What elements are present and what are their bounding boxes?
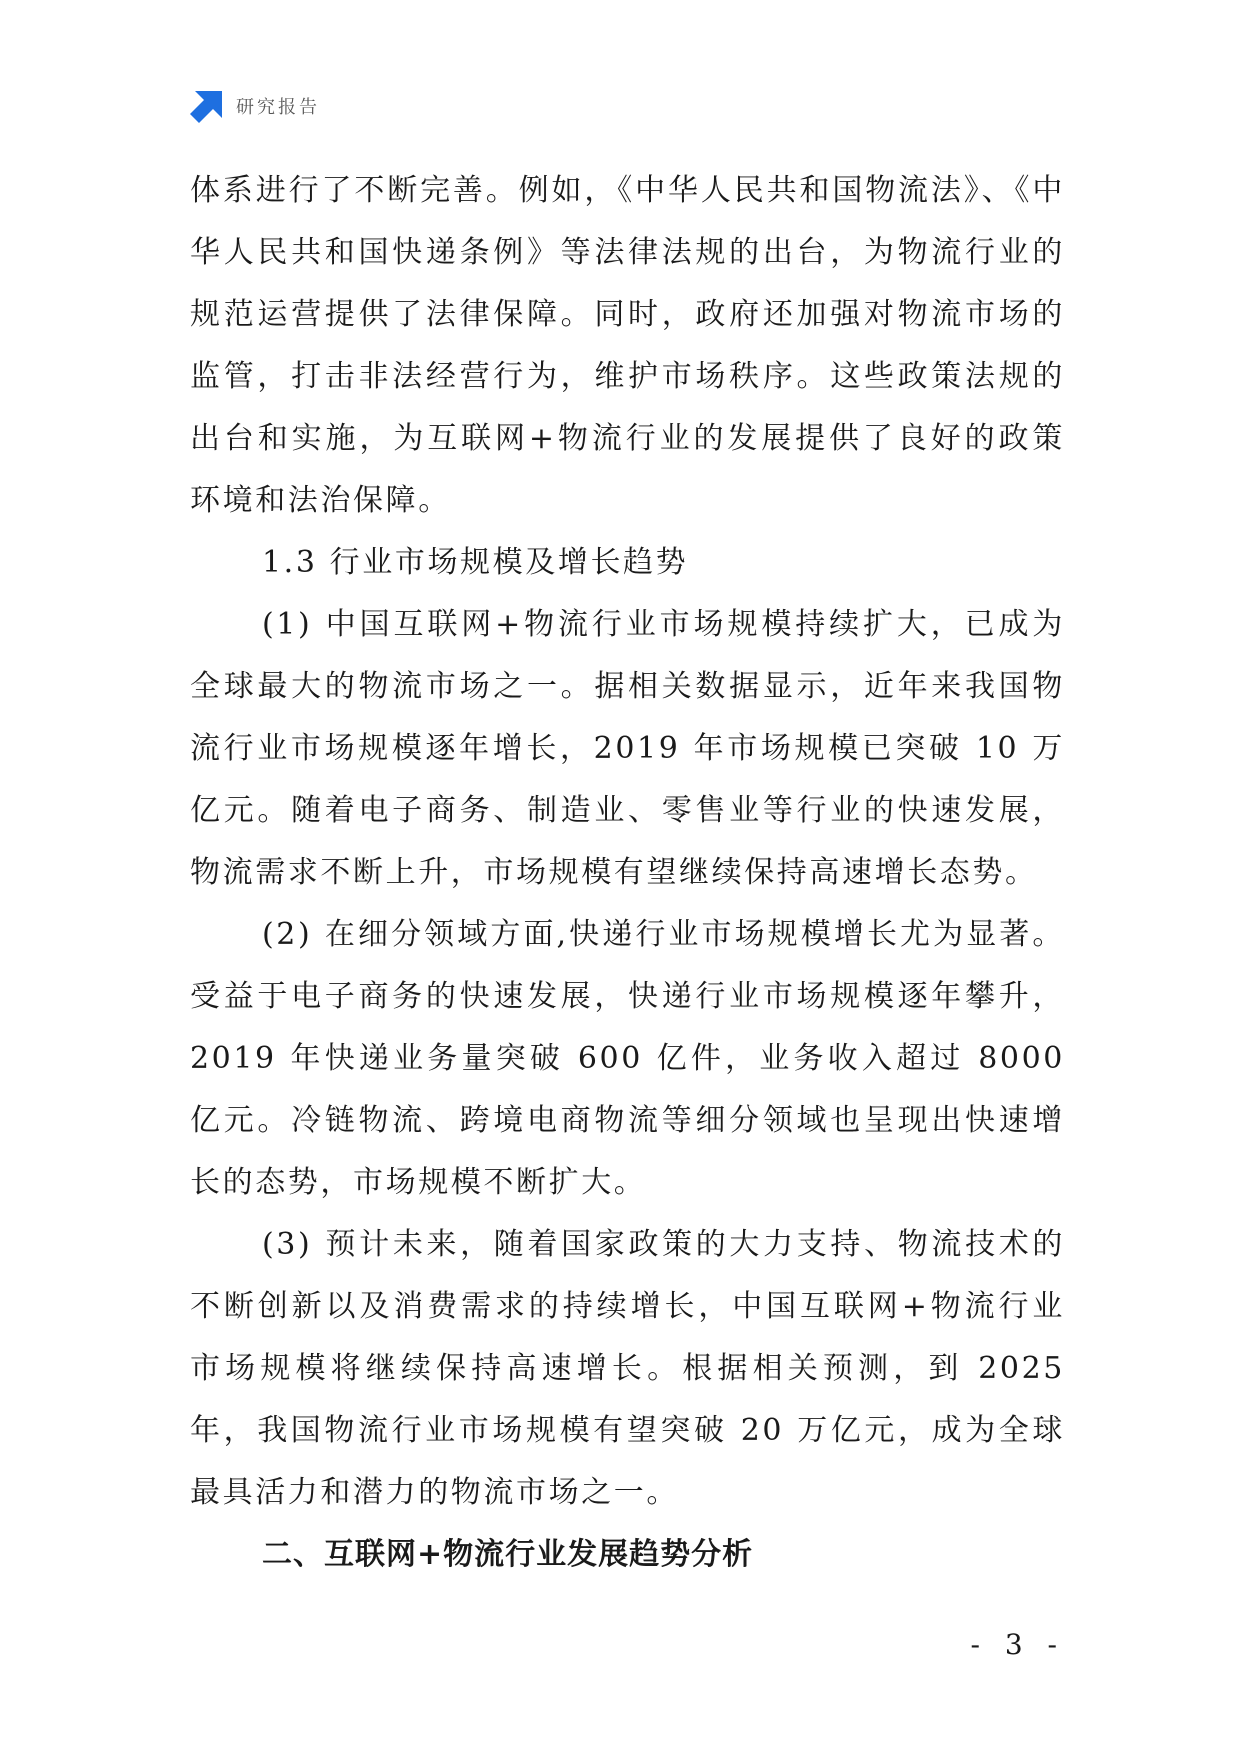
paragraph-policy-continued: 体系进行了不断完善。例如，《中华人民共和国物流法》、《中华人民共和国快递条例》等法律法规的出台，为物流行业的规范运营提供了法律保障。同时，政府还加强对物流市场的监管，打击非法经营行为，维护市场秩序。这些政策法规的出台和实施，为互联网+物流行业的发展提供了良好的政策环境和法治保障。 (190, 173, 1065, 518)
page-number: - 3 - (970, 1628, 1065, 1661)
paragraph-future-forecast: (3) 预计未来，随着国家政策的大力支持、物流技术的不断创新以及消费需求的持续增长，中国互联网+物流行业市场规模将继续保持高速增长。根据相关预测，到 2025 年，我国物流行业市场规模有望突破 20 万亿元，成为全球最具活力和潜力的物流市场之一。 (190, 1227, 1065, 1510)
section-heading-trends: 二、互联网+物流行业发展趋势分析 (262, 1537, 754, 1572)
header-title: 研究报告 (236, 97, 320, 118)
arrow-up-right-icon (190, 89, 224, 123)
report-header (190, 86, 320, 126)
paragraph-market-scale: (1) 中国互联网+物流行业市场规模持续扩大，已成为全球最大的物流市场之一。据相关数据显示，近年来我国物流行业市场规模逐年增长，2019 年市场规模已突破 10 万亿元。随着电子商务、制造业、零售业等行业的快速发展，物流需求不断上升，市场规模有望继续保持高速增长态势。 (190, 607, 1065, 890)
subsection-heading-1-3: 1.3 行业市场规模及增长趋势 (262, 545, 689, 580)
report-body (190, 160, 1065, 1586)
paragraph-segment-growth: (2) 在细分领域方面,快递行业市场规模增长尤为显著。受益于电子商务的快速发展，快递行业市场规模逐年攀升，2019 年快递业务量突破 600 亿件，业务收入超过 8000 亿元。冷链物流、跨境电商物流等细分领域也呈现出快速增长的态势，市场规模不断扩大。 (190, 917, 1065, 1200)
